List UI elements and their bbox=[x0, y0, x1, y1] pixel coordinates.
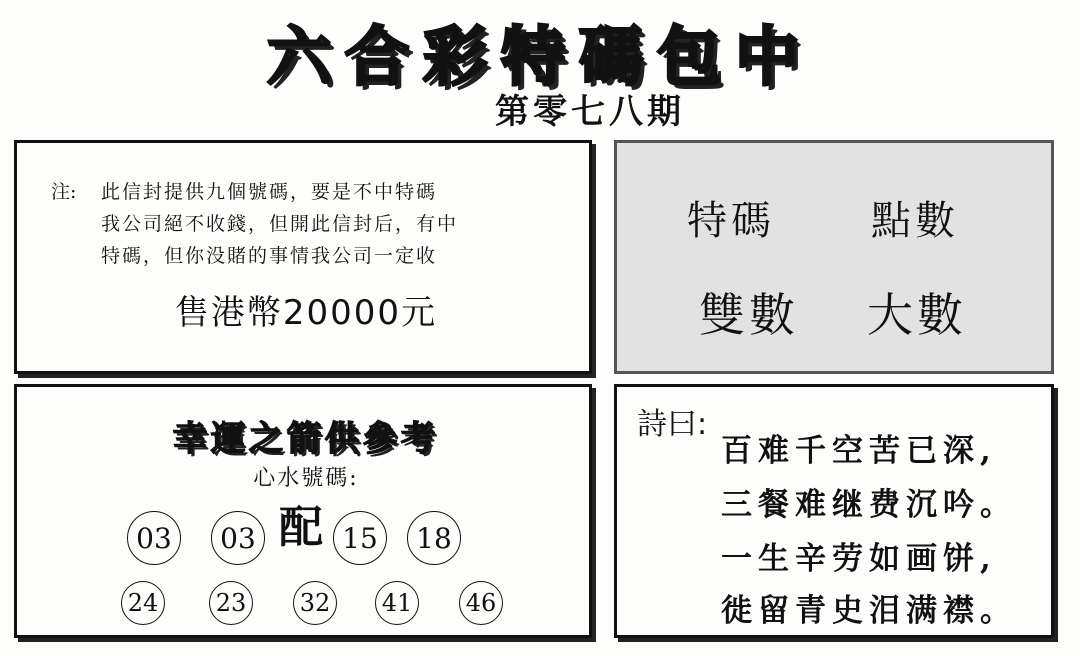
issue-number: 第零七八期 bbox=[495, 92, 685, 132]
lucky-subtitle: 心水號碼: bbox=[253, 466, 359, 491]
stats-panel bbox=[614, 140, 1054, 374]
price-unit: 元 bbox=[401, 293, 438, 333]
page-title: 六合彩特碼包中 bbox=[267, 20, 813, 95]
lucky-numbers-panel bbox=[14, 384, 592, 638]
price-amount: 20000 bbox=[282, 293, 402, 333]
price-prefix: 售港幣 bbox=[174, 293, 283, 333]
number-ball: 41 bbox=[375, 581, 419, 625]
stat-value-even: 雙數 bbox=[699, 288, 799, 342]
note-line-3: 特碼，但你没賭的事情我公司一定收 bbox=[101, 245, 438, 267]
lucky-title: 幸運之箭供參考 bbox=[173, 419, 439, 459]
pair-label: 配 bbox=[279, 502, 323, 553]
number-ball: 03 bbox=[127, 511, 181, 565]
number-ball: 15 bbox=[333, 511, 387, 565]
poem-line-2: 三餐难继费沉吟。 bbox=[721, 487, 1017, 523]
number-ball: 23 bbox=[209, 581, 253, 625]
poem-heading: 詩曰: bbox=[637, 407, 708, 442]
poem-line-4: 徙留青史泪满襟。 bbox=[721, 593, 1017, 629]
stat-label-points: 點數 bbox=[871, 198, 959, 244]
poem-panel bbox=[614, 384, 1054, 638]
stat-value-big: 大數 bbox=[867, 288, 967, 342]
note-panel bbox=[14, 140, 592, 374]
number-ball: 46 bbox=[459, 581, 503, 625]
poem-line-3: 一生辛劳如画饼, bbox=[721, 541, 997, 577]
number-ball: 03 bbox=[211, 511, 265, 565]
price-line bbox=[17, 285, 595, 334]
poem-line-1: 百难千空苦已深, bbox=[721, 433, 997, 469]
number-ball: 32 bbox=[293, 581, 337, 625]
note-line-1: 此信封提供九個號碼，要是不中特碼 bbox=[101, 181, 438, 203]
note-line-2: 我公司絕不收錢，但開此信封后，有中 bbox=[101, 213, 459, 235]
stat-label-special: 特碼 bbox=[687, 198, 775, 244]
number-ball: 18 bbox=[407, 511, 461, 565]
number-ball: 24 bbox=[121, 581, 165, 625]
note-label: 注: bbox=[51, 181, 77, 203]
